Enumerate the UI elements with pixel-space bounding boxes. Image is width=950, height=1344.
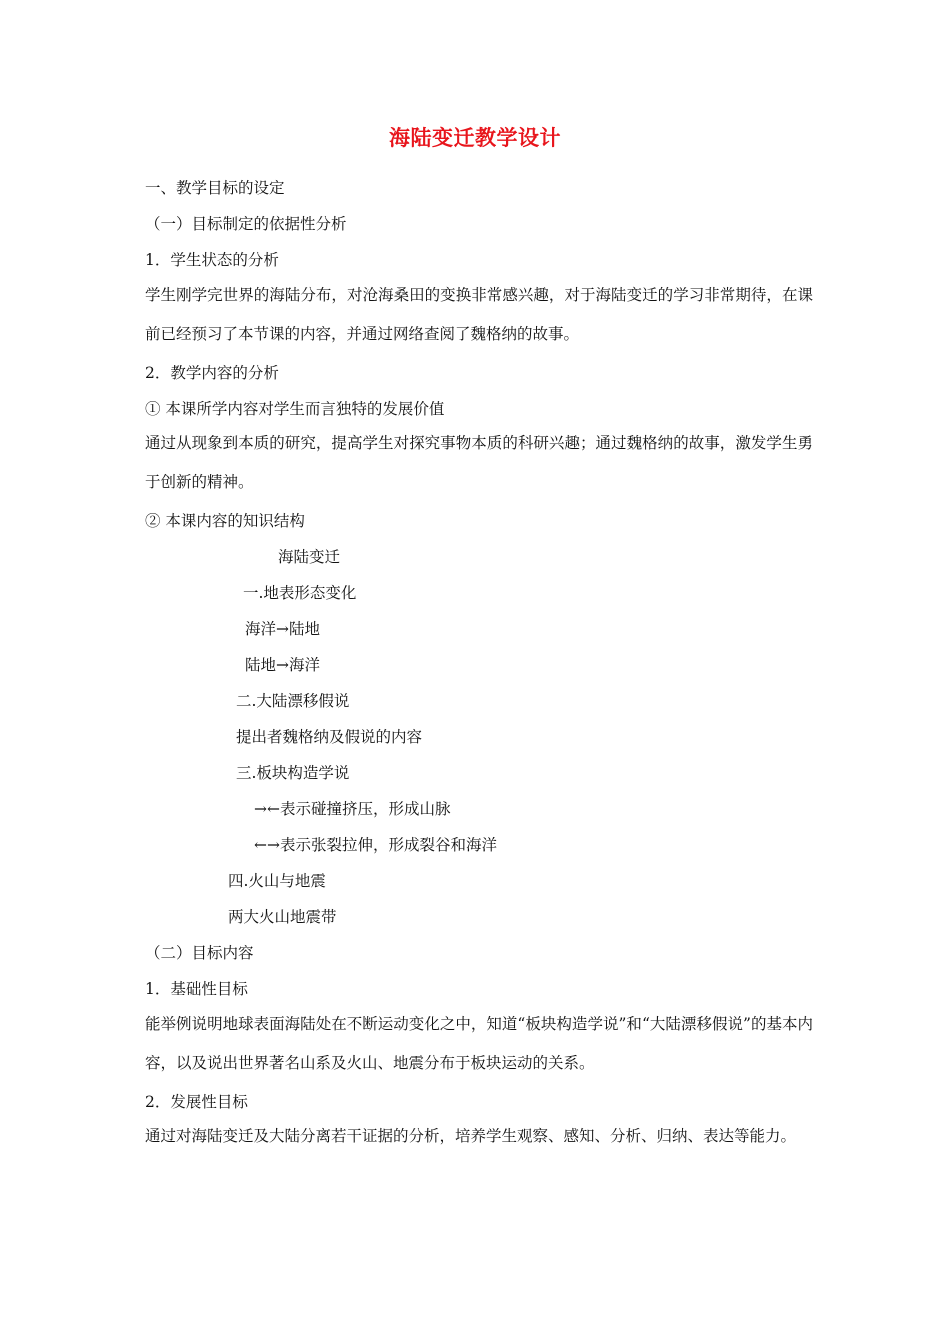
structure-node: 三.板块构造学说 (236, 764, 350, 782)
item-heading: 2．发展性目标 (145, 1093, 248, 1111)
structure-root: 海陆变迁 (278, 548, 341, 566)
item-subheading: ① 本课所学内容对学生而言独特的发展价值 (145, 400, 445, 418)
item-subheading: ② 本课内容的知识结构 (145, 512, 305, 530)
structure-leaf: 陆地→海洋 (245, 656, 320, 674)
subsection-heading: （二）目标内容 (145, 944, 254, 962)
paragraph: 能举例说明地球表面海陆处在不断运动变化之中，知道“板块构造学说”和“大陆漂移假说”的基本内容，以及说出世界著名山系及火山、地震分布于板块运动的关系。 (145, 1015, 813, 1072)
structure-leaf: ←→表示张裂拉伸，形成裂谷和海洋 (254, 836, 497, 854)
item-heading: 1．基础性目标 (145, 980, 248, 998)
structure-leaf: →←表示碰撞挤压，形成山脉 (254, 800, 451, 818)
item-heading: 1．学生状态的分析 (145, 251, 279, 269)
paragraph: 通过对海陆变迁及大陆分离若干证据的分析，培养学生观察、感知、分析、归纳、表达等能力。 (145, 1127, 797, 1145)
document-title: 海陆变迁教学设计 (389, 125, 561, 150)
section-heading: 一、教学目标的设定 (145, 179, 285, 197)
paragraph: 学生刚学完世界的海陆分布，对沧海桑田的变换非常感兴趣，对于海陆变迁的学习非常期待，在课前已经预习了本节课的内容，并通过网络查阅了魏格纳的故事。 (145, 286, 813, 343)
structure-leaf: 提出者魏格纳及假说的内容 (236, 728, 423, 746)
structure-node: 一.地表形态变化 (243, 584, 357, 602)
structure-node: 四.火山与地震 (228, 872, 326, 890)
subsection-heading: （一）目标制定的依据性分析 (145, 215, 347, 233)
paragraph: 通过从现象到本质的研究，提高学生对探究事物本质的科研兴趣；通过魏格纳的故事，激发学生勇于创新的精神。 (145, 434, 813, 491)
structure-node: 二.大陆漂移假说 (236, 692, 350, 710)
item-heading: 2．教学内容的分析 (145, 364, 279, 382)
structure-leaf: 海洋→陆地 (245, 620, 320, 638)
structure-leaf: 两大火山地震带 (228, 908, 337, 926)
